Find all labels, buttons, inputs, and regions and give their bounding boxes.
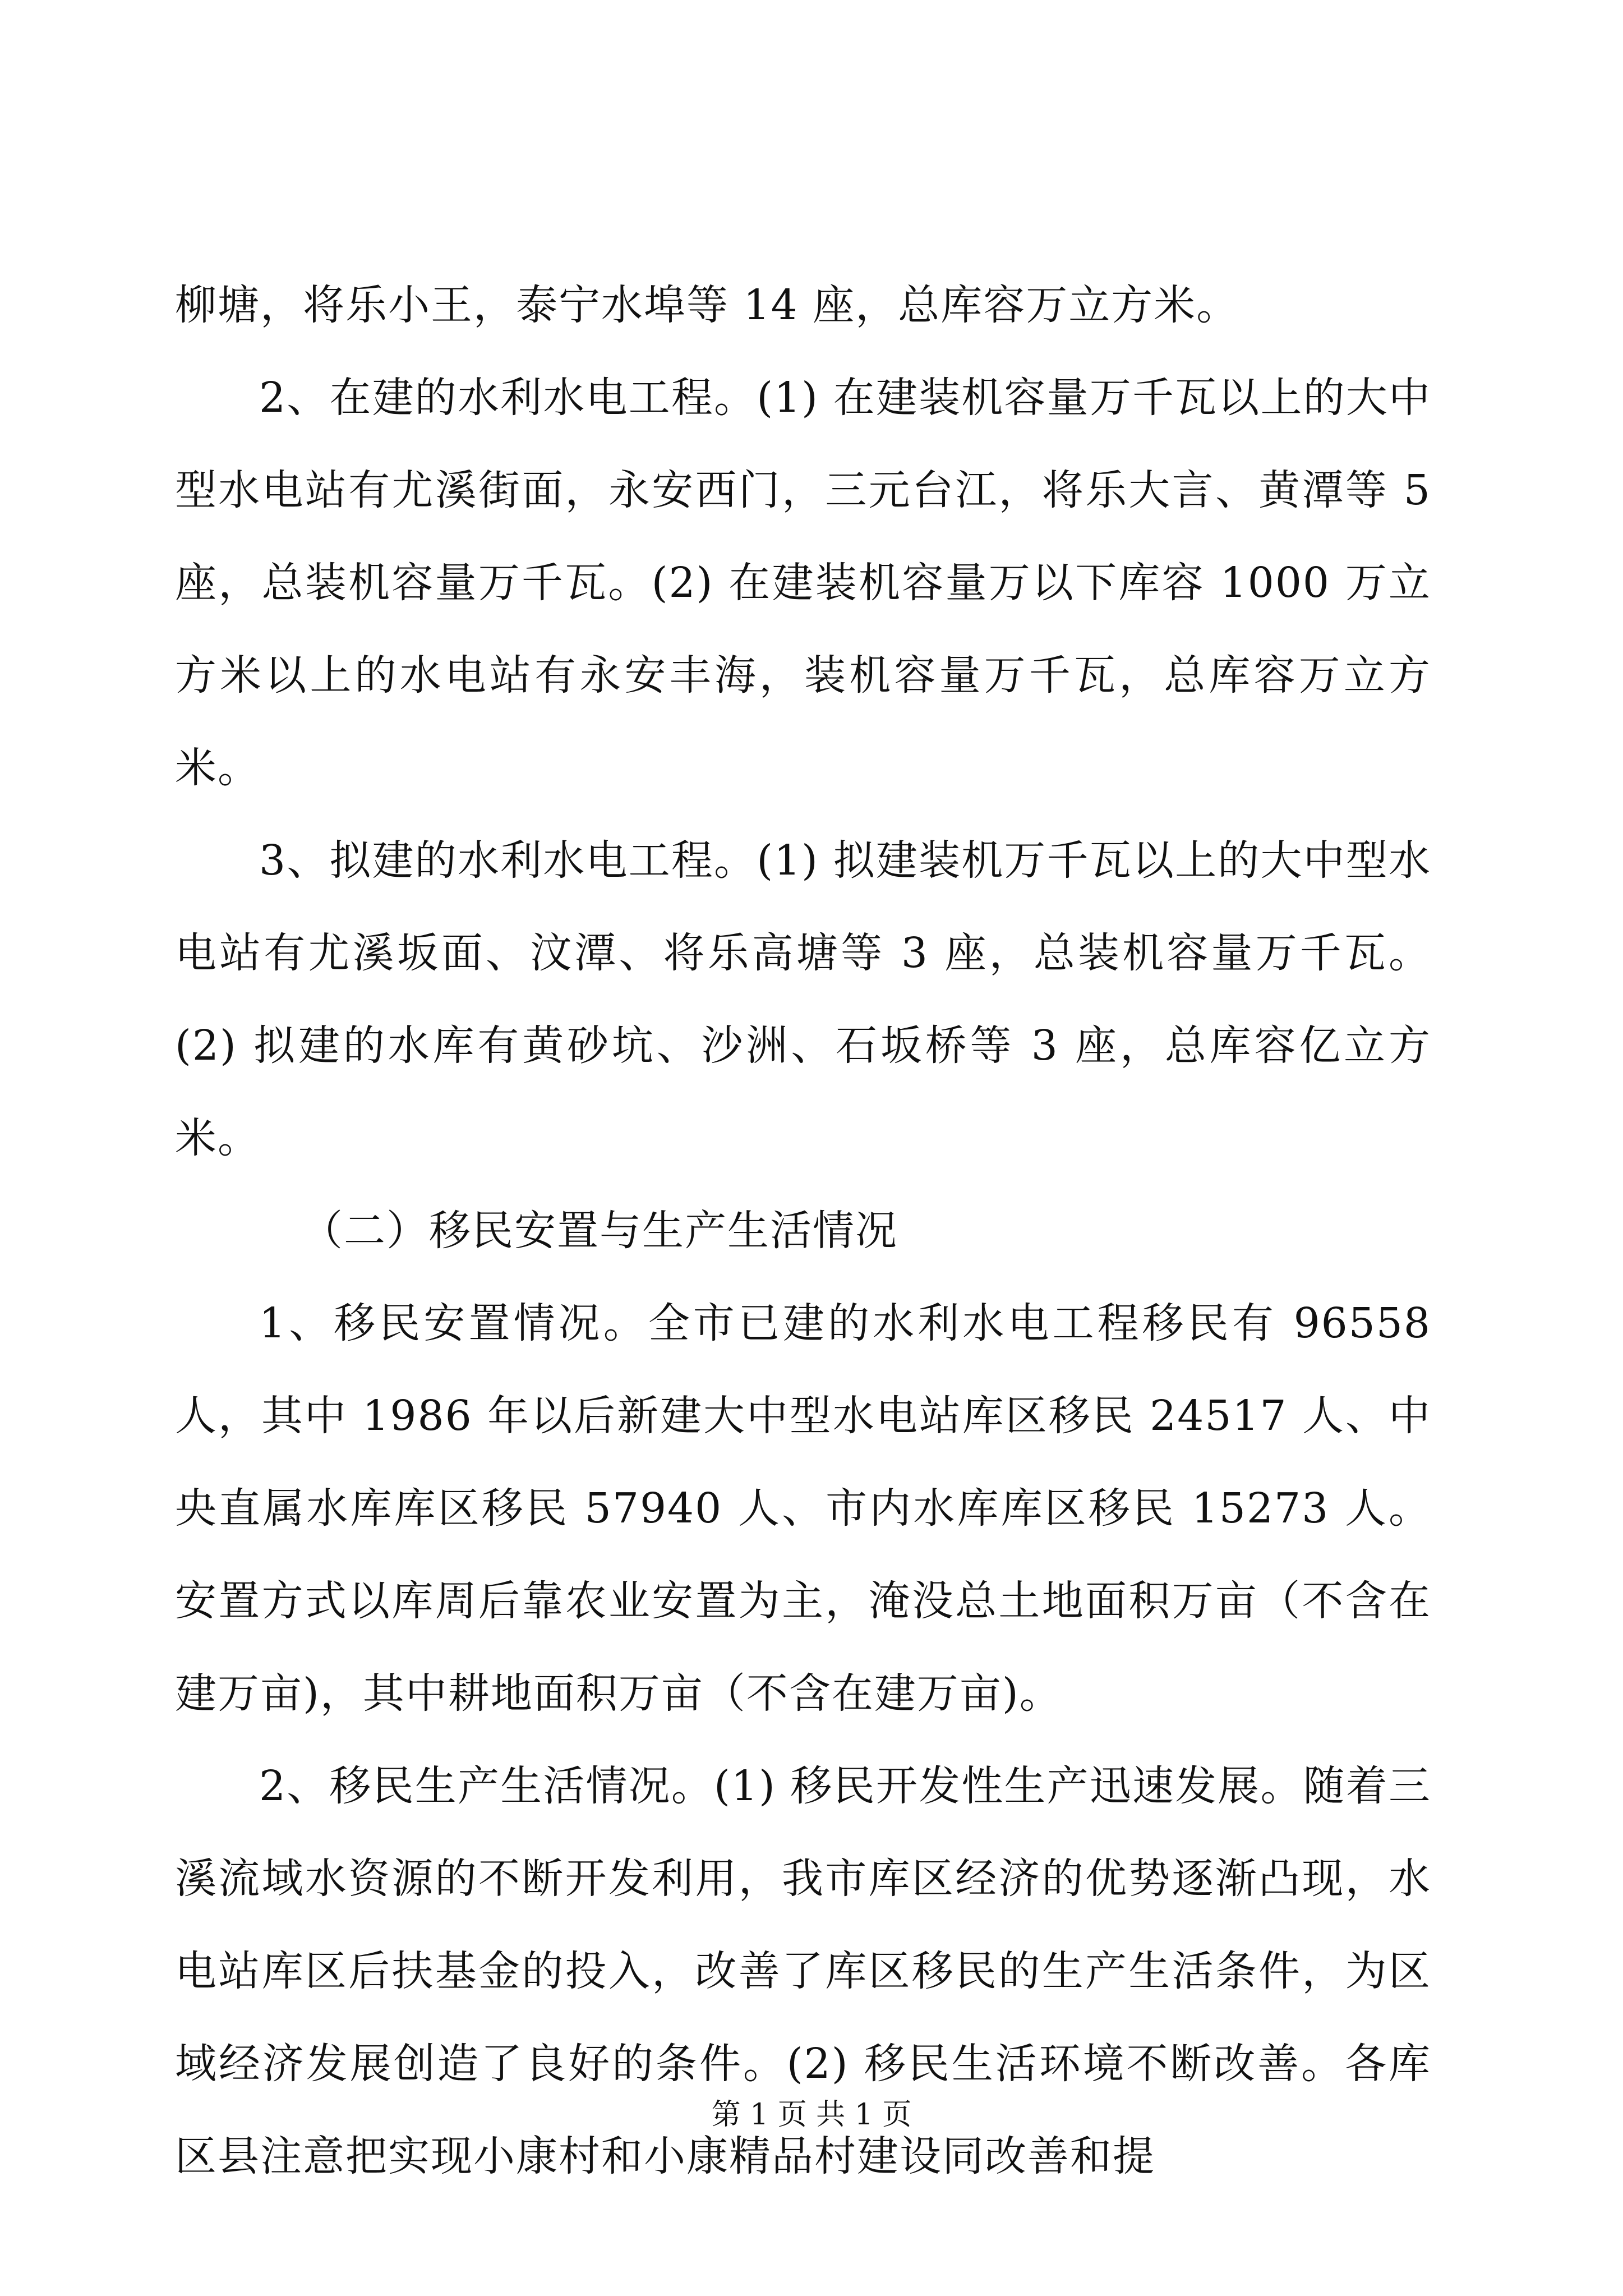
paragraph-planned: 3、拟建的水利水电工程。(1) 拟建装机万千瓦以上的大中型水电站有尤溪坂面、汶潭、将乐高塘等 3 座，总装机容量万千瓦。(2) 拟建的水库有黄砂坑、沙洲、石坂桥等 3 座，总库容亿立方米。 — [175, 836, 1431, 1162]
paragraph-continuation: 柳塘，将乐小王，泰宁水埠等 14 座，总库容万立方米。 — [175, 281, 1239, 329]
section-heading: （二）移民安置与生产生活情况 — [301, 1207, 898, 1255]
paragraph-living-conditions: 2、移民生产生活情况。(1) 移民开发性生产迅速发展。随着三溪流域水资源的不断开发利用，我市库区经济的优势逐渐凸现，水电站库区后扶基金的投入，改善了库区移民的生产生活条件，为区域经济发展创造了良好的条件。(2) 移民生活环境不断改善。各库区县注意把实现小康村和小康精品村建设同改善和提 — [175, 1762, 1431, 2180]
document-body — [175, 259, 1431, 2203]
paragraph-under-construction: 2、在建的水利水电工程。(1) 在建装机容量万千瓦以上的大中型水电站有尤溪街面，永安西门，三元台江，将乐大言、黄潭等 5 座，总装机容量万千瓦。(2) 在建装机容量万以下库容 1000 万立方米以上的水电站有永安丰海，装机容量万千瓦，总库容万立方米。 — [175, 374, 1431, 792]
page-footer: 第 1 页 共 1 页 — [711, 2098, 912, 2132]
paragraph-resettlement: 1、移民安置情况。全市已建的水利水电工程移民有 96558 人，其中 1986 年以后新建大中型水电站库区移民 24517 人、中央直属水库库区移民 57940 人、市内水库库区移民 15273 人。安置方式以库周后靠农业安置为主，淹没总土地面积万亩（不含在建万亩)，其中耕地面积万亩（不含在建万亩)。 — [175, 1299, 1431, 1718]
